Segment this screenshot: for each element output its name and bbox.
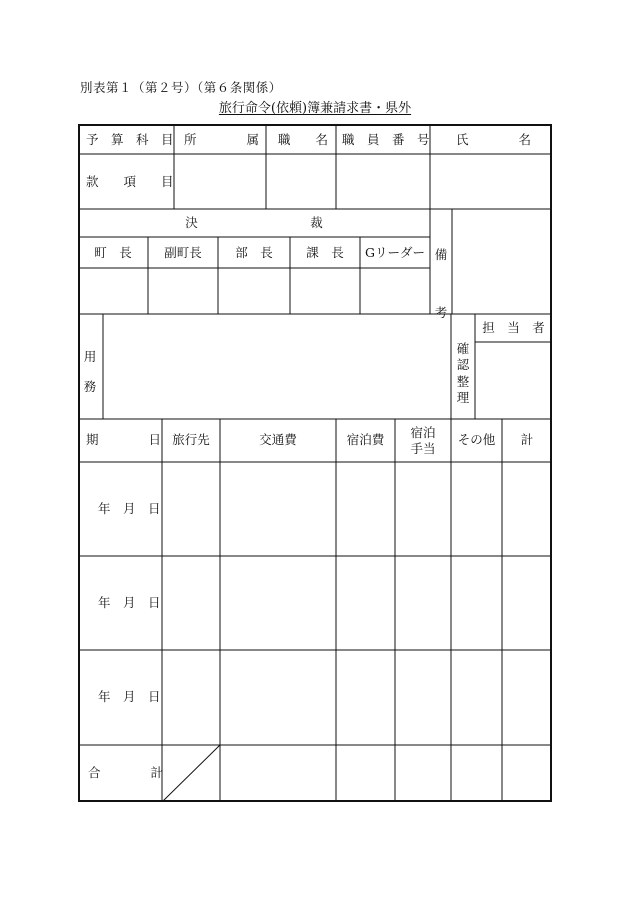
lodging-allowance-header-line2: 手当 [410, 441, 436, 456]
transport-column-header: 交通費 [259, 432, 297, 447]
section-label: 款 項 目 [86, 174, 174, 189]
approver-section-chief: 課 長 [306, 245, 344, 260]
name-label: 氏 名 [456, 132, 532, 147]
position-label: 職 名 [278, 132, 329, 147]
budget-item-label: 予 算 科 目 [86, 132, 174, 147]
lodging-column-header: 宿泊費 [346, 432, 385, 447]
approver-deputy-mayor: 副町長 [164, 245, 202, 260]
person-in-charge-label: 担 当 者 [482, 320, 545, 335]
total-column-header: 計 [520, 432, 534, 447]
decision-title: 決 裁 [185, 215, 323, 230]
document-title: 旅行命令(依頼)簿兼請求書・県外 [218, 101, 412, 116]
sum-label: 合 計 [88, 765, 164, 780]
travel-order-form [78, 124, 552, 802]
affiliation-label: 所 属 [184, 132, 260, 147]
date-row-2: 年 月 日 [98, 595, 161, 610]
staff-number-label: 職 員 番 号 [342, 132, 430, 147]
remarks-label: 備 考 [434, 247, 448, 320]
purpose-label: 用 務 [83, 349, 97, 394]
date-row-1: 年 月 日 [98, 501, 161, 516]
confirm-label: 確 認 整 理 [456, 341, 470, 405]
date-column-header: 期 日 [86, 432, 162, 447]
approver-mayor: 町 長 [94, 245, 132, 260]
approver-group-leader: Gリーダー [365, 245, 425, 260]
other-column-header: その他 [457, 432, 496, 447]
form-caption: 別表第１（第２号）（第６条関係） [80, 80, 282, 95]
date-row-3: 年 月 日 [98, 689, 161, 704]
approver-director: 部 長 [235, 245, 273, 260]
lodging-allowance-header-line1: 宿泊 [410, 425, 436, 440]
destination-column-header: 旅行先 [172, 432, 210, 447]
